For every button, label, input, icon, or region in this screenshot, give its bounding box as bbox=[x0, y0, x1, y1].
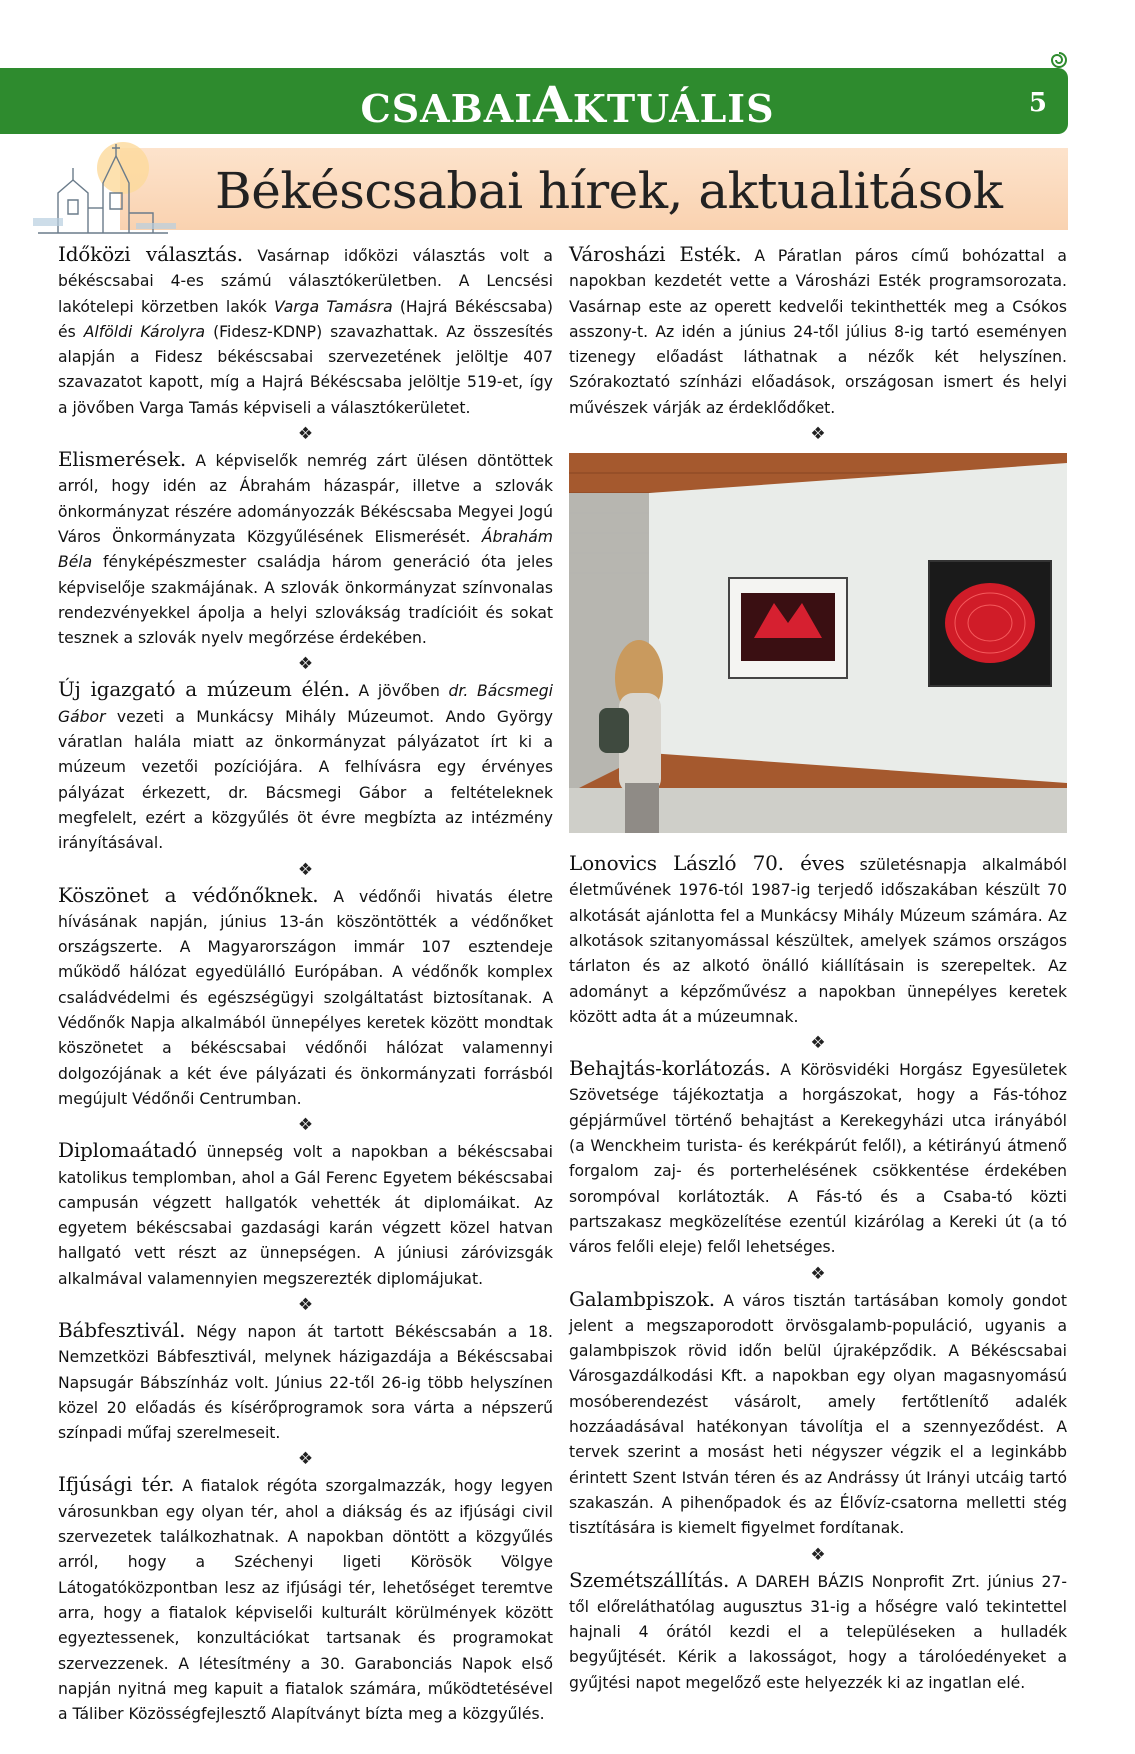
church-illustration-icon bbox=[28, 138, 178, 238]
news-article bbox=[569, 242, 1067, 421]
article-text: A DAREH BÁZIS Nonprofit Zrt. június 27-től előreláthatólag augusztus 31-ig a hőségre való tekintettel hajnali 4 órától kezdi el a településeken a hulladék begyűjtését. Kérik a lakosságot, hogy a tárolóedényeket a gyűjtési napot megelőző este helyezzék ki az ingatlan elé. bbox=[569, 1572, 1067, 1692]
news-article bbox=[569, 851, 1067, 1030]
article-headline: Szemétszállítás. bbox=[569, 1567, 730, 1592]
separator-diamond-icon: ❖ bbox=[810, 424, 826, 445]
news-article bbox=[58, 1472, 553, 1727]
news-article bbox=[58, 883, 553, 1113]
article-headline: Diplomaátadó bbox=[58, 1138, 197, 1163]
article-headline: Időközi választás. bbox=[58, 242, 243, 266]
news-article bbox=[569, 1568, 1067, 1696]
article-text: (Hajrá Békéscsaba) és bbox=[58, 297, 554, 341]
article-headline: Elismerések. bbox=[58, 447, 187, 472]
article-name-italic: Ábrahám Béla bbox=[58, 527, 553, 572]
news-article bbox=[58, 242, 553, 421]
article-name-italic: Varga Tamásra bbox=[274, 297, 393, 316]
right-column bbox=[569, 242, 1067, 1696]
banner-title: Békéscsabai hírek, aktualitások bbox=[215, 162, 1003, 220]
spiral-logo-icon bbox=[1049, 50, 1069, 70]
news-article bbox=[58, 1138, 553, 1292]
news-article bbox=[58, 447, 553, 651]
left-column bbox=[58, 242, 553, 1727]
article-headline: Köszönet a védőnőknek. bbox=[58, 882, 319, 907]
right-column-bottom bbox=[569, 851, 1067, 1696]
article-text: Négy napon át tartott Békéscsabán a 18. Nemzetközi Bábfesztivál, melynek házigazdája a Békéscsabai Napsugár Bábszínház volt. Június 22-től 26-ig több helyszínen közel 20 előadás és kísérőprogramok sora várta a népszerű színpadi műfaj szerelmeseit. bbox=[58, 1322, 553, 1443]
article-headline: Városházi Esték. bbox=[569, 242, 742, 266]
article-text: A Páratlan páros című bohózattal a napokban kezdetét vette a Városházi Esték programsorozata. Vasárnap este az operett kedvelői tekinthették meg a Csókos asszony-t. Az idén a június 24-től július 8-ig tartó eseményen tizenegy előadást láthatnak a nézők két helyszínen. Szórakoztató színházi előadások, országosan ismert és helyi művészek várják az érdeklődőket. bbox=[569, 247, 1067, 417]
masthead bbox=[0, 68, 1135, 134]
separator-diamond-icon: ❖ bbox=[297, 654, 314, 675]
news-article bbox=[569, 1287, 1067, 1542]
article-text: A védőnői hivatás életre hívásának napján, június 13-án köszöntötték a védőnőket országszerte. A Magyarországon immár 107 esztendeje működő hálózat egyedülálló Európában. A védőnők komplex családvédelmi és egészségügyi szolgáltatást biztosítanak. A Védőnők Napja alkalmából ünnepélyes keretek között mondtak köszönetet a békéscsabai védőnői hálózat valamennyi dolgozójának a két éve pályázati és önkormányzati forrásból megújult Védőnői Centrumban. bbox=[58, 887, 553, 1108]
separator-diamond-icon: ❖ bbox=[810, 1544, 826, 1565]
article-headline: Új igazgató a múzeum élén. bbox=[58, 677, 350, 702]
right-column-top bbox=[569, 242, 1067, 447]
separator-diamond-icon: ❖ bbox=[297, 1449, 314, 1470]
article-text: A képviselők nemrég zárt ülésen döntöttek arról, hogy idén az Ábrahám házaspár, illetve a szlovák önkormányzat részére adományozzák Békéscsaba Megyei Jogú Város Önkormányzata Közgyűlésének Elismerését. bbox=[58, 452, 553, 546]
article-text: vezeti a Munkácsy Mihály Múzeumot. Ando György váratlan halála miatt az önkormányzat pályázatot írt ki a múzeum vezetői pozíciójára. A felhívásra egy érvényes pályázat érkezett, dr. Bácsmegi Gábor a feltételeknek megfelelt, ezért a közgyűlés öt évre megbízta az intézmény irányításával. bbox=[58, 707, 553, 853]
article-text: fényképészmester családja három generáció óta jeles képviselője szakmájának. A szlovák önkormányzat színvonalas rendezvényekkel ápolja a helyi szlovákság tradícióit és sokat tesznek a szlovák nyelv megőrzése érdekében. bbox=[58, 553, 553, 648]
article-text: ünnepség volt a napokban a békéscsabai katolikus templomban, ahol a Gál Ferenc Egyetem békéscsabai campusán végzett hallgatók vehették át diplomáikat. Az egyetem békéscsabai gazdasági karán végzett közel hatvan hallgató vett részt az ünnepségen. A júniusi záróvizsgák alkalmával valamennyien megszerezték diplomájukat. bbox=[58, 1143, 553, 1288]
article-name-italic: Alföldi Károlyra bbox=[83, 322, 206, 341]
separator-diamond-icon: ❖ bbox=[297, 1115, 314, 1136]
separator-diamond-icon: ❖ bbox=[810, 1033, 826, 1054]
news-article bbox=[58, 677, 553, 856]
article-headline: Behajtás-korlátozás. bbox=[569, 1056, 771, 1081]
article-name-italic: dr. Bácsmegi Gábor bbox=[58, 682, 553, 726]
masthead-part-3: KTUÁLIS bbox=[572, 86, 775, 131]
news-article bbox=[569, 1056, 1067, 1260]
news-article bbox=[58, 1318, 553, 1446]
exhibition-photo bbox=[569, 453, 1067, 833]
separator-diamond-icon: ❖ bbox=[297, 859, 314, 880]
masthead-part-2: A bbox=[533, 75, 573, 134]
article-text: A fiatalok régóta szorgalmazzák, hogy legyen városunkban egy olyan tér, ahol a diákság és az ifjúsági civil szervezetek találkozhatnak. A napokban döntött a közgyűlés arról, hogy a Széchenyi ligeti Körösök Völgye Látogatóközpontban lesz az ifjúsági tér, lehetőséget teremtve arra, hogy a fiatalok képviselői kulturált körülmények között egyeztessenek, konzultációkat tartsanak és programokat szervezzenek. A létesítmény a 30. Garabonciás Napok első napján nyitná meg kapuit a fiatalok számára, működtetésével a Táliber Közösségfejlesztő Alapítványt bízta meg a közgyűlés. bbox=[58, 1477, 553, 1724]
article-text: A jövőben bbox=[349, 682, 449, 701]
article-text: Vasárnap időközi választás volt a békéscsabai 4-es számú választókerületben. A Lencsési lakótelepi körzetben lakók bbox=[58, 247, 553, 316]
article-headline: Bábfesztivál. bbox=[58, 1317, 186, 1342]
article-text: A város tisztán tartásában komoly gondot jelent a megszaporodott örvösgalamb-populáció, ugyanis a galambpiszok rövid időn belül újraképződik. A Békéscsabai Városgazdálkodási Kft. a napokban egy olyan magasnyomású mosóberendezést vásárolt, amely fertőtlenítő adalék hozzáadásával hatékonyan távolítja el a szennyeződést. A tervek szerint a mosást heti négyszer végzik el a leginkább érintett Szent István téren és az Andrássy út Irányi utcáig tartó szakaszán. A pihenőpadok és az Élővíz-csatorna melletti stég tisztítására is kiemelt figyelmet fordítanak. bbox=[569, 1291, 1067, 1538]
separator-diamond-icon: ❖ bbox=[297, 1294, 314, 1315]
article-text: A Körösvidéki Horgász Egyesületek Szövetsége tájékoztatja a horgászokat, hogy a Fás-tóhoz gépjárművel történő behajtást a Kerekegyházi utca irányából (a Wenckheim turista- és kerékpárút felől), a kétirányú átmenő forgalom zaj- és porterhelésének csökkentése érdekében sorompóval korlátozták. A Fás-tó és a Csaba-tó közti partszakasz megközelítése ezentúl kizárólag a Kereki út (a tó város felőli eleje) felől lehetséges. bbox=[569, 1061, 1067, 1257]
article-headline: Galambpiszok. bbox=[569, 1286, 715, 1311]
separator-diamond-icon: ❖ bbox=[810, 1263, 826, 1284]
article-headline: Ifjúsági tér. bbox=[58, 1472, 175, 1497]
article-headline: Lonovics László 70. éves bbox=[569, 851, 845, 876]
page-number: 5 bbox=[1028, 88, 1047, 118]
article-text: (Fidesz-KDNP) szavazhattak. Az összesítés alapján a Fidesz békéscsabai szervezetének jelöltje 407 szavazatot kapott, míg a Hajrá Békéscsaba jelöltje 519-et, így a jövőben Varga Tamás képviseli a választókerületet. bbox=[58, 322, 553, 417]
separator-diamond-icon: ❖ bbox=[297, 424, 314, 445]
masthead-part-1: CSABAI bbox=[360, 86, 534, 131]
article-text: születésnapja alkalmából életművének 1976-tól 1987-ig terjedő időszakában készült 70 alkotását ajánlotta fel a Munkácsy Mihály Múzeum számára. Az alkotások szitanyomással készültek, amelyek számos országos tárlaton és az alkotó önálló kiállításain is szerepeltek. Az adományt a képzőművész a napokban ünnepélyes keretek között adta át a múzeumnak. bbox=[569, 856, 1067, 1026]
